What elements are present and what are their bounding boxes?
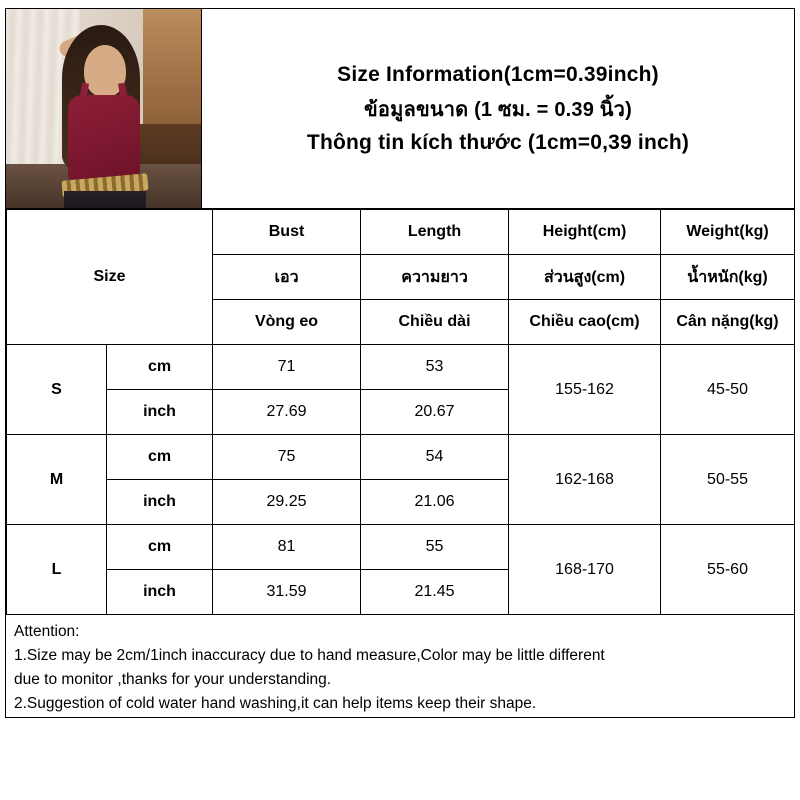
col-bust-th: เอว: [213, 255, 361, 300]
size-table: [6, 209, 795, 615]
product-photo: [6, 9, 202, 208]
m-length-inch: 21.06: [361, 480, 509, 525]
attention-title: Attention:: [14, 623, 80, 640]
s-bust-cm: 71: [213, 345, 361, 390]
col-bust-vi: Vòng eo: [213, 300, 361, 345]
col-height-th: ส่วนสูง(cm): [509, 255, 661, 300]
photo-wall-panel: [143, 9, 202, 132]
m-length-cm: 54: [361, 435, 509, 480]
m-height: 162-168: [509, 435, 661, 525]
title-english: Size Information(1cm=0.39inch): [337, 62, 659, 86]
m-bust-inch: 29.25: [213, 480, 361, 525]
table-row: [7, 525, 795, 570]
l-weight: 55-60: [661, 525, 795, 615]
size-header-cell: Size: [7, 210, 213, 345]
table-row: [7, 435, 795, 480]
s-bust-inch: 27.69: [213, 390, 361, 435]
s-weight: 45-50: [661, 345, 795, 435]
unit-inch-l: inch: [107, 570, 213, 615]
col-length-th: ความยาว: [361, 255, 509, 300]
col-weight-th: น้ำหนัก(kg): [661, 255, 795, 300]
col-weight-vi: Cân nặng(kg): [661, 300, 795, 345]
l-bust-cm: 81: [213, 525, 361, 570]
row-size-s: S: [7, 345, 107, 435]
photo-camisole: [68, 95, 140, 181]
title-thai: ข้อมูลขนาด (1 ซม. = 0.39 นิ้ว): [364, 98, 632, 121]
col-height-en: Height(cm): [509, 210, 661, 255]
unit-inch-s: inch: [107, 390, 213, 435]
attention-line-3: 2.Suggestion of cold water hand washing,it can help items keep their shape.: [14, 695, 537, 712]
l-length-inch: 21.45: [361, 570, 509, 615]
s-length-cm: 53: [361, 345, 509, 390]
photo-pants: [64, 191, 146, 208]
unit-cm-l: cm: [107, 525, 213, 570]
col-bust-en: Bust: [213, 210, 361, 255]
l-height: 168-170: [509, 525, 661, 615]
size-chart: [5, 8, 795, 718]
attention-block: [6, 615, 794, 717]
s-height: 155-162: [509, 345, 661, 435]
m-bust-cm: 75: [213, 435, 361, 480]
unit-inch-m: inch: [107, 480, 213, 525]
row-size-l: L: [7, 525, 107, 615]
l-bust-inch: 31.59: [213, 570, 361, 615]
attention-line-1: 1.Size may be 2cm/1inch inaccuracy due to hand measure,Color may be little different: [14, 647, 605, 664]
title-vietnamese: Thông tin kích thước (1cm=0,39 inch): [306, 130, 690, 154]
chart-header-band: [6, 9, 794, 209]
attention-line-2: due to monitor ,thanks for your understanding.: [14, 671, 332, 688]
col-length-vi: Chiều dài: [361, 300, 509, 345]
row-size-m: M: [7, 435, 107, 525]
col-length-en: Length: [361, 210, 509, 255]
table-header-row-en: [7, 210, 795, 255]
unit-cm-s: cm: [107, 345, 213, 390]
m-weight: 50-55: [661, 435, 795, 525]
col-weight-en: Weight(kg): [661, 210, 795, 255]
col-height-vi: Chiều cao(cm): [509, 300, 661, 345]
unit-cm-m: cm: [107, 435, 213, 480]
chart-title-block: [202, 9, 794, 208]
table-row: [7, 345, 795, 390]
l-length-cm: 55: [361, 525, 509, 570]
s-length-inch: 20.67: [361, 390, 509, 435]
